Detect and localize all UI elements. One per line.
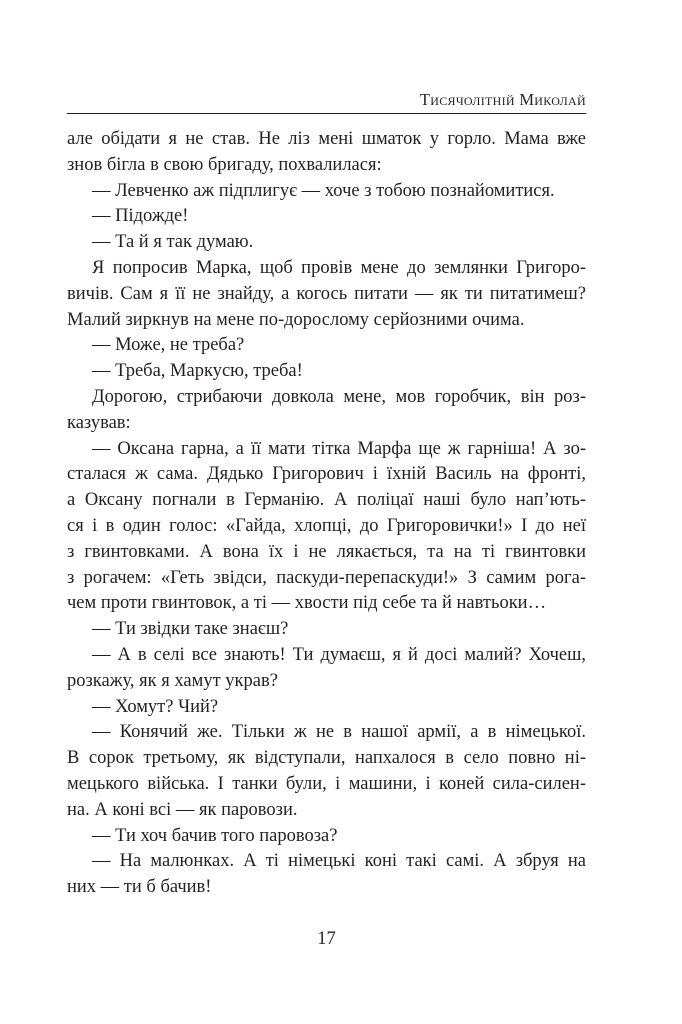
text-line: — Ти хоч бачив того паровоза? [92,825,338,846]
text-line: Я попросив Марка, щоб провів мене до землянки Григоро- [92,257,586,278]
header-rule [67,113,586,114]
text-line: Малий зиркнув на мене по-дорослому серйозними очима. [67,309,525,330]
text-line: — Конячий же. Тільки ж не в нашої армії, а в німецької. [92,722,586,743]
text-line: казував: [67,412,131,433]
text-line: — Треба, Маркусю, треба! [92,361,303,382]
text-line: — Та й я так думаю. [92,232,254,253]
text-line: розкажу, як я хамут украв? [67,670,278,691]
text-line: а Оксану погнали в Германію. А поліцаї наші було нап’ють- [67,490,586,511]
text-line: але обідати я не став. Не ліз мені шматок у горло. Мама вже [67,129,586,149]
text-line: Дорогою, стрибаючи довкола мене, мов горобчик, він роз- [92,386,586,407]
running-header: Тисячолітній Миколай [419,90,586,109]
text-line: — На малюнках. А ті німецькі коні такі самі. А збруя на [92,851,586,872]
text-line: — Може, не треба? [92,335,245,356]
text-line: сталася ж сама. Дядько Григорович і їхній Василь на фронті, [67,464,586,485]
text-line: В сорок третьому, як відступали, напхалося в село повно ні- [67,748,586,769]
text-line: з рогачем: «Геть звідси, паскуди-перепаскуди!» З самим рога- [67,567,586,588]
text-line: з гвинтовками. А вона їх і не лякається, та на ті гвинтовки [67,541,586,562]
page-number: 17 [317,929,336,949]
text-line: ся і в один голос: «Гайда, хлопці, до Григоровички!» І до неї [67,515,586,536]
text-line: знов бігла в свою бригаду, похвалилася: [67,154,382,175]
text-line: на. А коні всі — як паровози. [67,799,298,820]
body-text [67,127,586,901]
text-line: — Ти звідки таке знаєш? [92,619,289,640]
text-line: них — ти б бачив! [67,877,212,898]
text-line: — Підожде! [92,206,189,227]
text-line: — Хомут? Чий? [92,696,219,717]
text-line: чем проти гвинтовок, а ті — хвости під себе та й навтьоки… [67,593,547,614]
text-line: — Левченко аж підплигує — хоче з тобою познайомитися. [92,180,555,201]
text-line: мецького війська. І танки були, і машини, і коней сила-силен- [67,773,586,794]
text-line: — А в селі все знають! Ти думаєш, я й досі малий? Хочеш, [92,644,586,665]
text-line: — Оксана гарна, а її мати тітка Марфа ще ж гарніша! А зо- [92,438,586,459]
text-line: вичів. Сам я її не знайду, а когось питати — як ти питатимеш? [67,283,586,304]
